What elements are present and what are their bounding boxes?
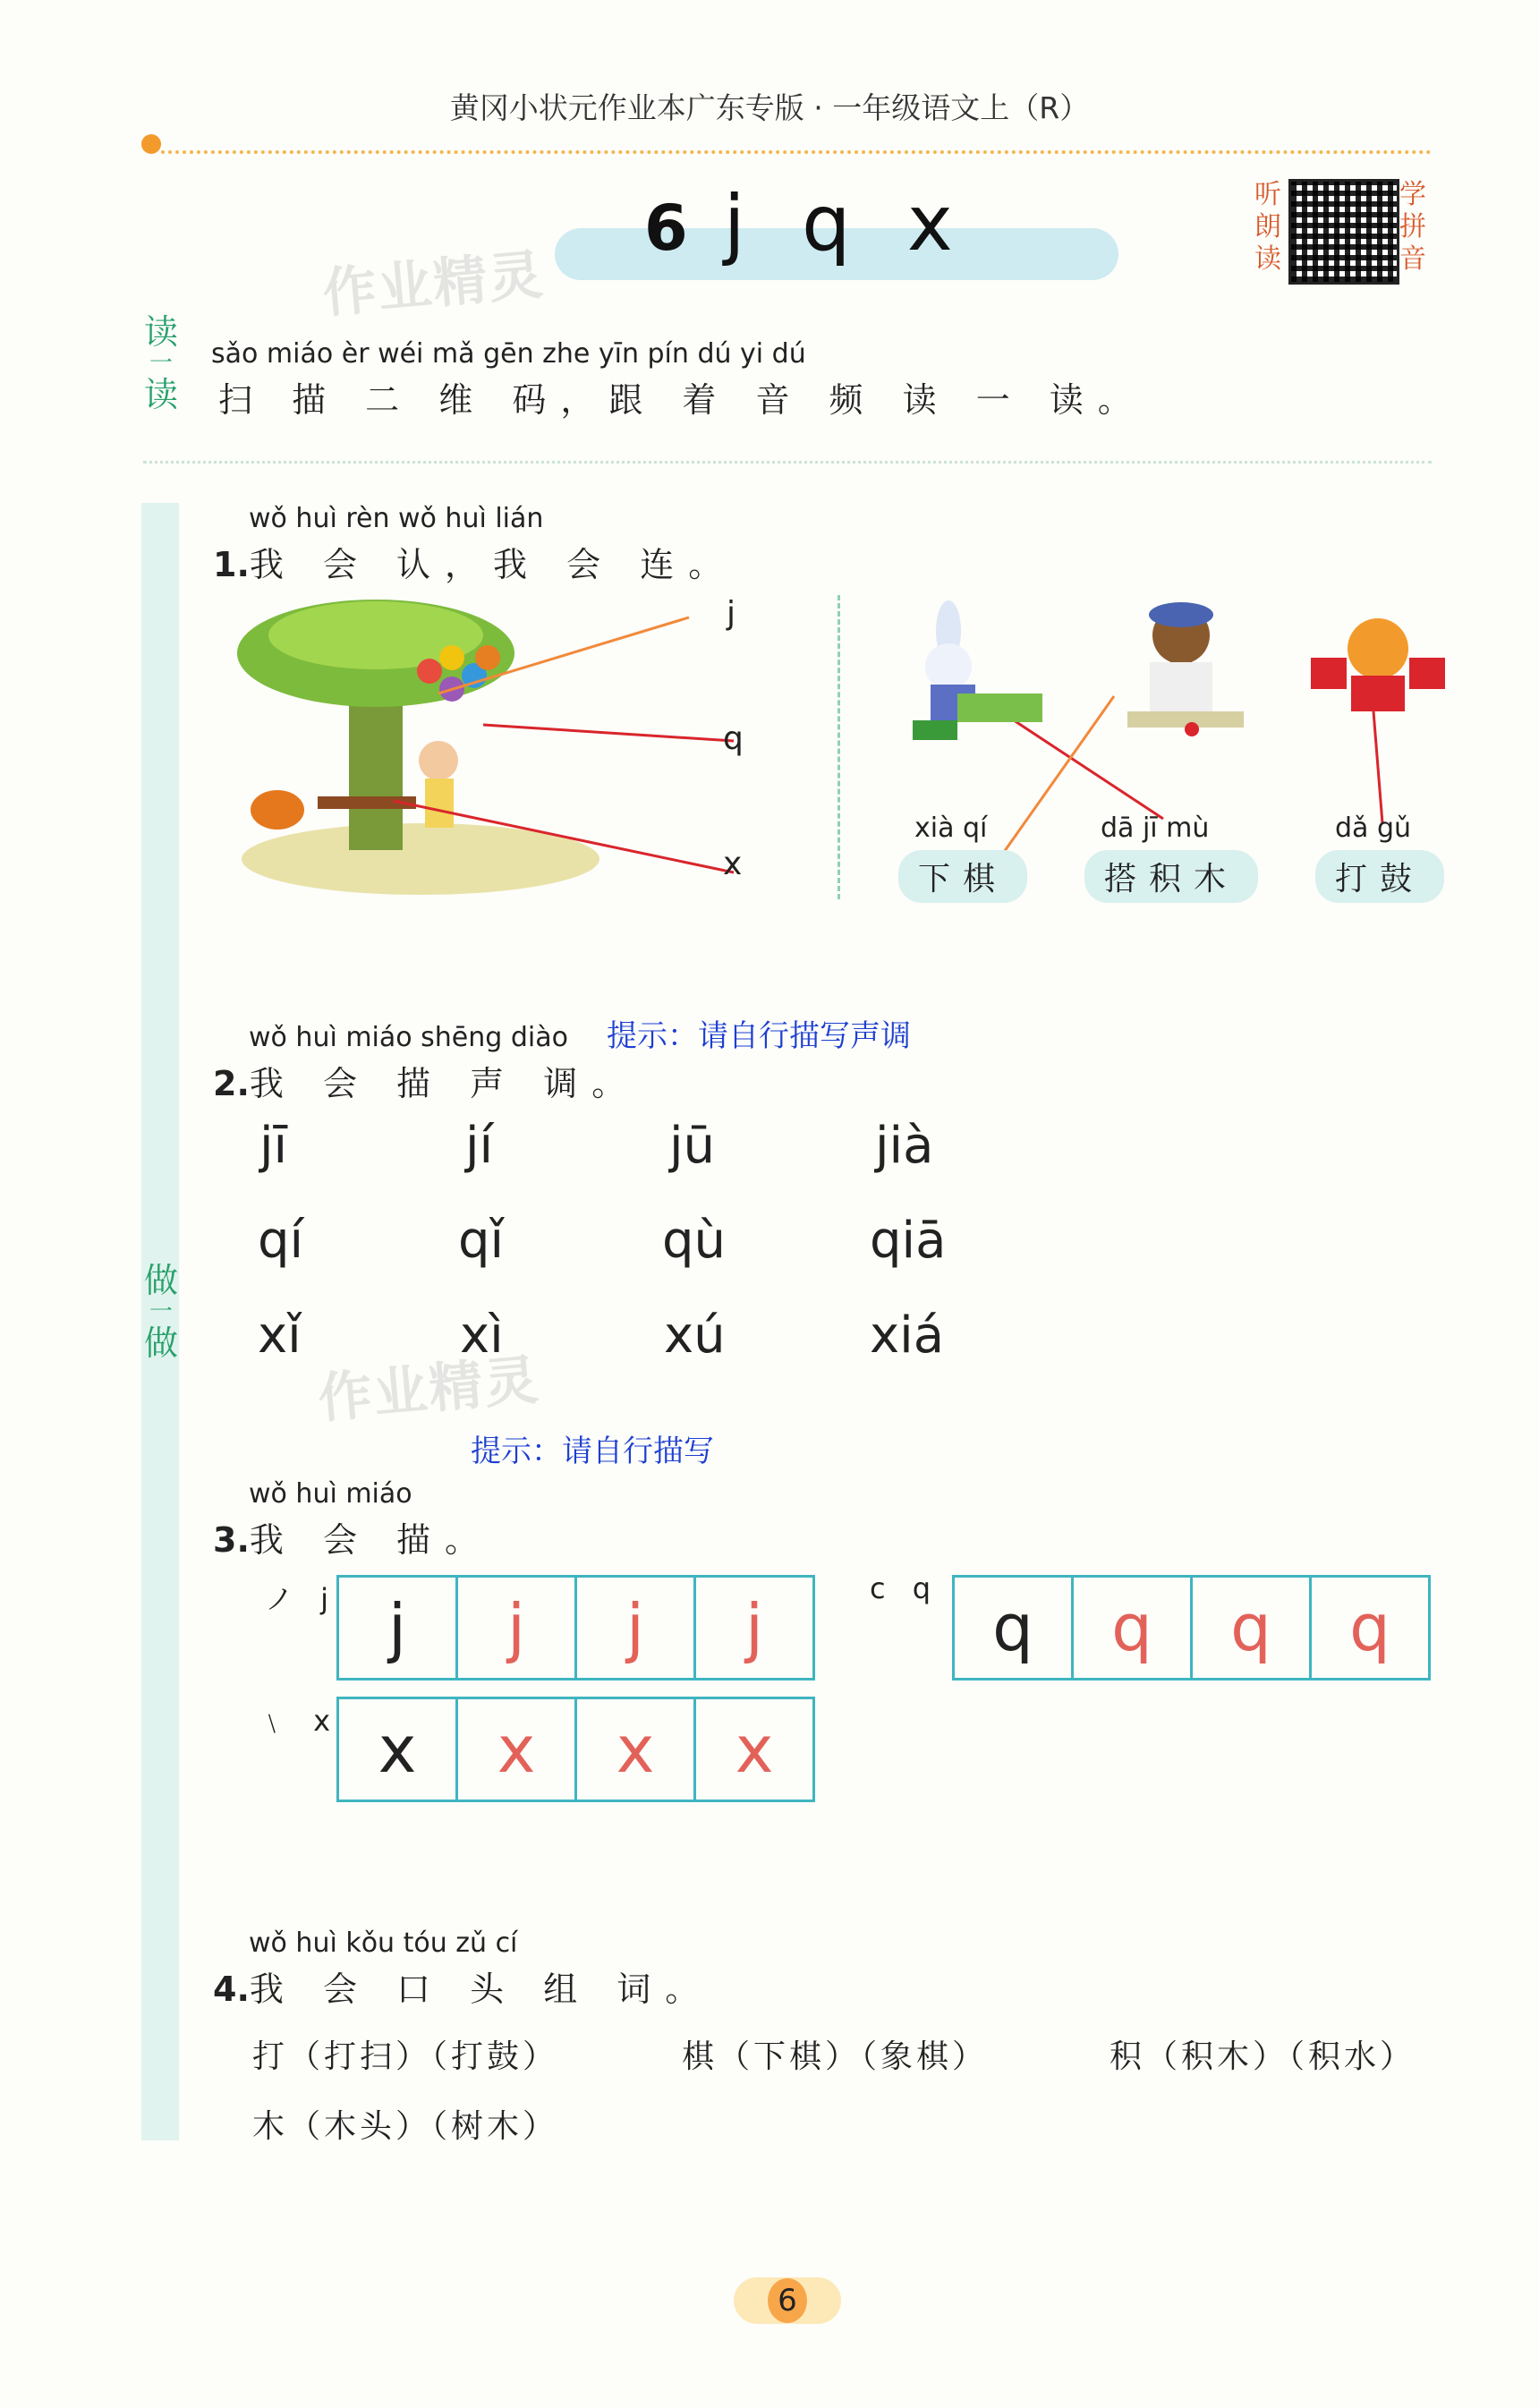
trace-cell[interactable]: x xyxy=(735,1712,774,1787)
trace-grid-x xyxy=(336,1697,815,1802)
tone-item[interactable]: xǐ xyxy=(258,1306,302,1365)
word-group: 积（积木）（积水） xyxy=(1110,2038,1416,2075)
q1-question: 1.我 会 认，我 会 连。 xyxy=(213,545,737,584)
q3-hint: 提示：请自行描写 xyxy=(471,1434,714,1469)
trace-cell[interactable]: j xyxy=(458,1578,577,1678)
trace-model-cell: j xyxy=(339,1578,458,1678)
word-group: 棋（下棋）（象棋） xyxy=(682,2038,989,2075)
trace-cell[interactable]: j xyxy=(577,1578,696,1678)
intro-pinyin: sǎo miáo èr wéi mǎ gēn zhe yīn pín dú yi dú xyxy=(211,338,806,370)
trace-cell[interactable]: x xyxy=(458,1699,577,1800)
q2-question: 2.我 会 描 声 调。 xyxy=(213,1064,641,1103)
activity-pinyin-3: dǎ gǔ xyxy=(1335,813,1412,844)
q2-pinyin: wǒ huì miáo shēng diào xyxy=(249,1022,568,1053)
activity-label-1: 下棋 xyxy=(898,850,1027,903)
tone-item[interactable]: qiā xyxy=(870,1212,947,1270)
q3-question: 3.我 会 描。 xyxy=(213,1520,494,1560)
tone-item[interactable]: jià xyxy=(875,1117,934,1175)
q4-question: 4.我 会 口 头 组 词。 xyxy=(213,1970,714,2009)
tone-item[interactable]: xú xyxy=(664,1306,726,1365)
tone-item[interactable]: qǐ xyxy=(458,1212,505,1270)
tone-item[interactable]: xì xyxy=(460,1306,504,1365)
intro-text: 扫 描 二 维 码，跟 着 音 频 读 一 读。 xyxy=(218,380,1146,420)
watermark: 作业精灵 xyxy=(315,1349,543,1431)
tone-item[interactable]: qù xyxy=(662,1212,727,1270)
q1-pinyin: wǒ huì rèn wǒ huì lián xyxy=(249,503,544,534)
lesson-number: 6 xyxy=(644,191,704,265)
trace-cell[interactable]: q xyxy=(1074,1578,1193,1678)
stroke-order-j: ノ j xyxy=(265,1582,338,1616)
monkey-chess-illustration xyxy=(1110,595,1253,747)
trace-grid-j xyxy=(336,1575,815,1680)
watermark: 作业精灵 xyxy=(319,243,548,326)
qr-label-right: 学 拼 音 xyxy=(1399,179,1426,275)
trace-cell[interactable]: q xyxy=(1193,1578,1312,1678)
trace-cell[interactable]: q xyxy=(1349,1590,1390,1665)
word-group: 木（木头）（树木） xyxy=(252,2108,559,2145)
activity-pinyin-1: xià qí xyxy=(914,813,988,844)
connect-letter-q: q xyxy=(723,720,744,757)
q2-hint: 提示：请自行描写声调 xyxy=(607,1018,911,1054)
trace-model-cell: q xyxy=(955,1578,1074,1678)
tone-item[interactable]: jī xyxy=(259,1117,288,1175)
trace-cell[interactable]: j xyxy=(744,1590,763,1665)
tone-item[interactable]: xiá xyxy=(870,1306,945,1365)
section-do-label: 做 一 做 xyxy=(143,1261,178,1363)
trace-model-cell: x xyxy=(339,1699,458,1800)
stroke-order-x: ﹨ x xyxy=(258,1704,340,1738)
activity-label-2: 搭积木 xyxy=(1084,850,1258,903)
tone-item[interactable]: qí xyxy=(258,1212,304,1270)
stroke-order-q: c q xyxy=(870,1571,940,1605)
tone-item[interactable]: jí xyxy=(465,1117,494,1175)
q3-pinyin: wǒ huì miáo xyxy=(249,1478,412,1510)
tone-item[interactable]: jū xyxy=(669,1117,716,1175)
activity-pinyin-2: dā jī mù xyxy=(1101,813,1210,844)
word-group: 打（打扫）（打鼓） xyxy=(252,2038,559,2075)
connect-letter-x: x xyxy=(723,846,743,882)
q1-dashed-divider xyxy=(838,595,840,899)
rabbit-blocks-illustration xyxy=(895,595,1056,747)
tiger-drum-illustration xyxy=(1297,595,1458,747)
section-read-label: 读 一 读 xyxy=(143,312,178,414)
qr-label-left: 听 朗 读 xyxy=(1254,179,1281,275)
activity-label-3: 打鼓 xyxy=(1315,850,1444,903)
lesson-letters: j q x xyxy=(723,179,969,268)
page-number: 6 xyxy=(768,2278,807,2323)
q4-pinyin: wǒ huì kǒu tóu zǔ cí xyxy=(249,1927,518,1959)
trace-cell[interactable]: x xyxy=(577,1699,696,1800)
book-header: 黄冈小状元作业本广东专版 · 一年级语文上（R） xyxy=(449,90,1090,125)
connect-letter-j: j xyxy=(727,595,736,632)
trace-grid-q xyxy=(952,1575,1431,1680)
